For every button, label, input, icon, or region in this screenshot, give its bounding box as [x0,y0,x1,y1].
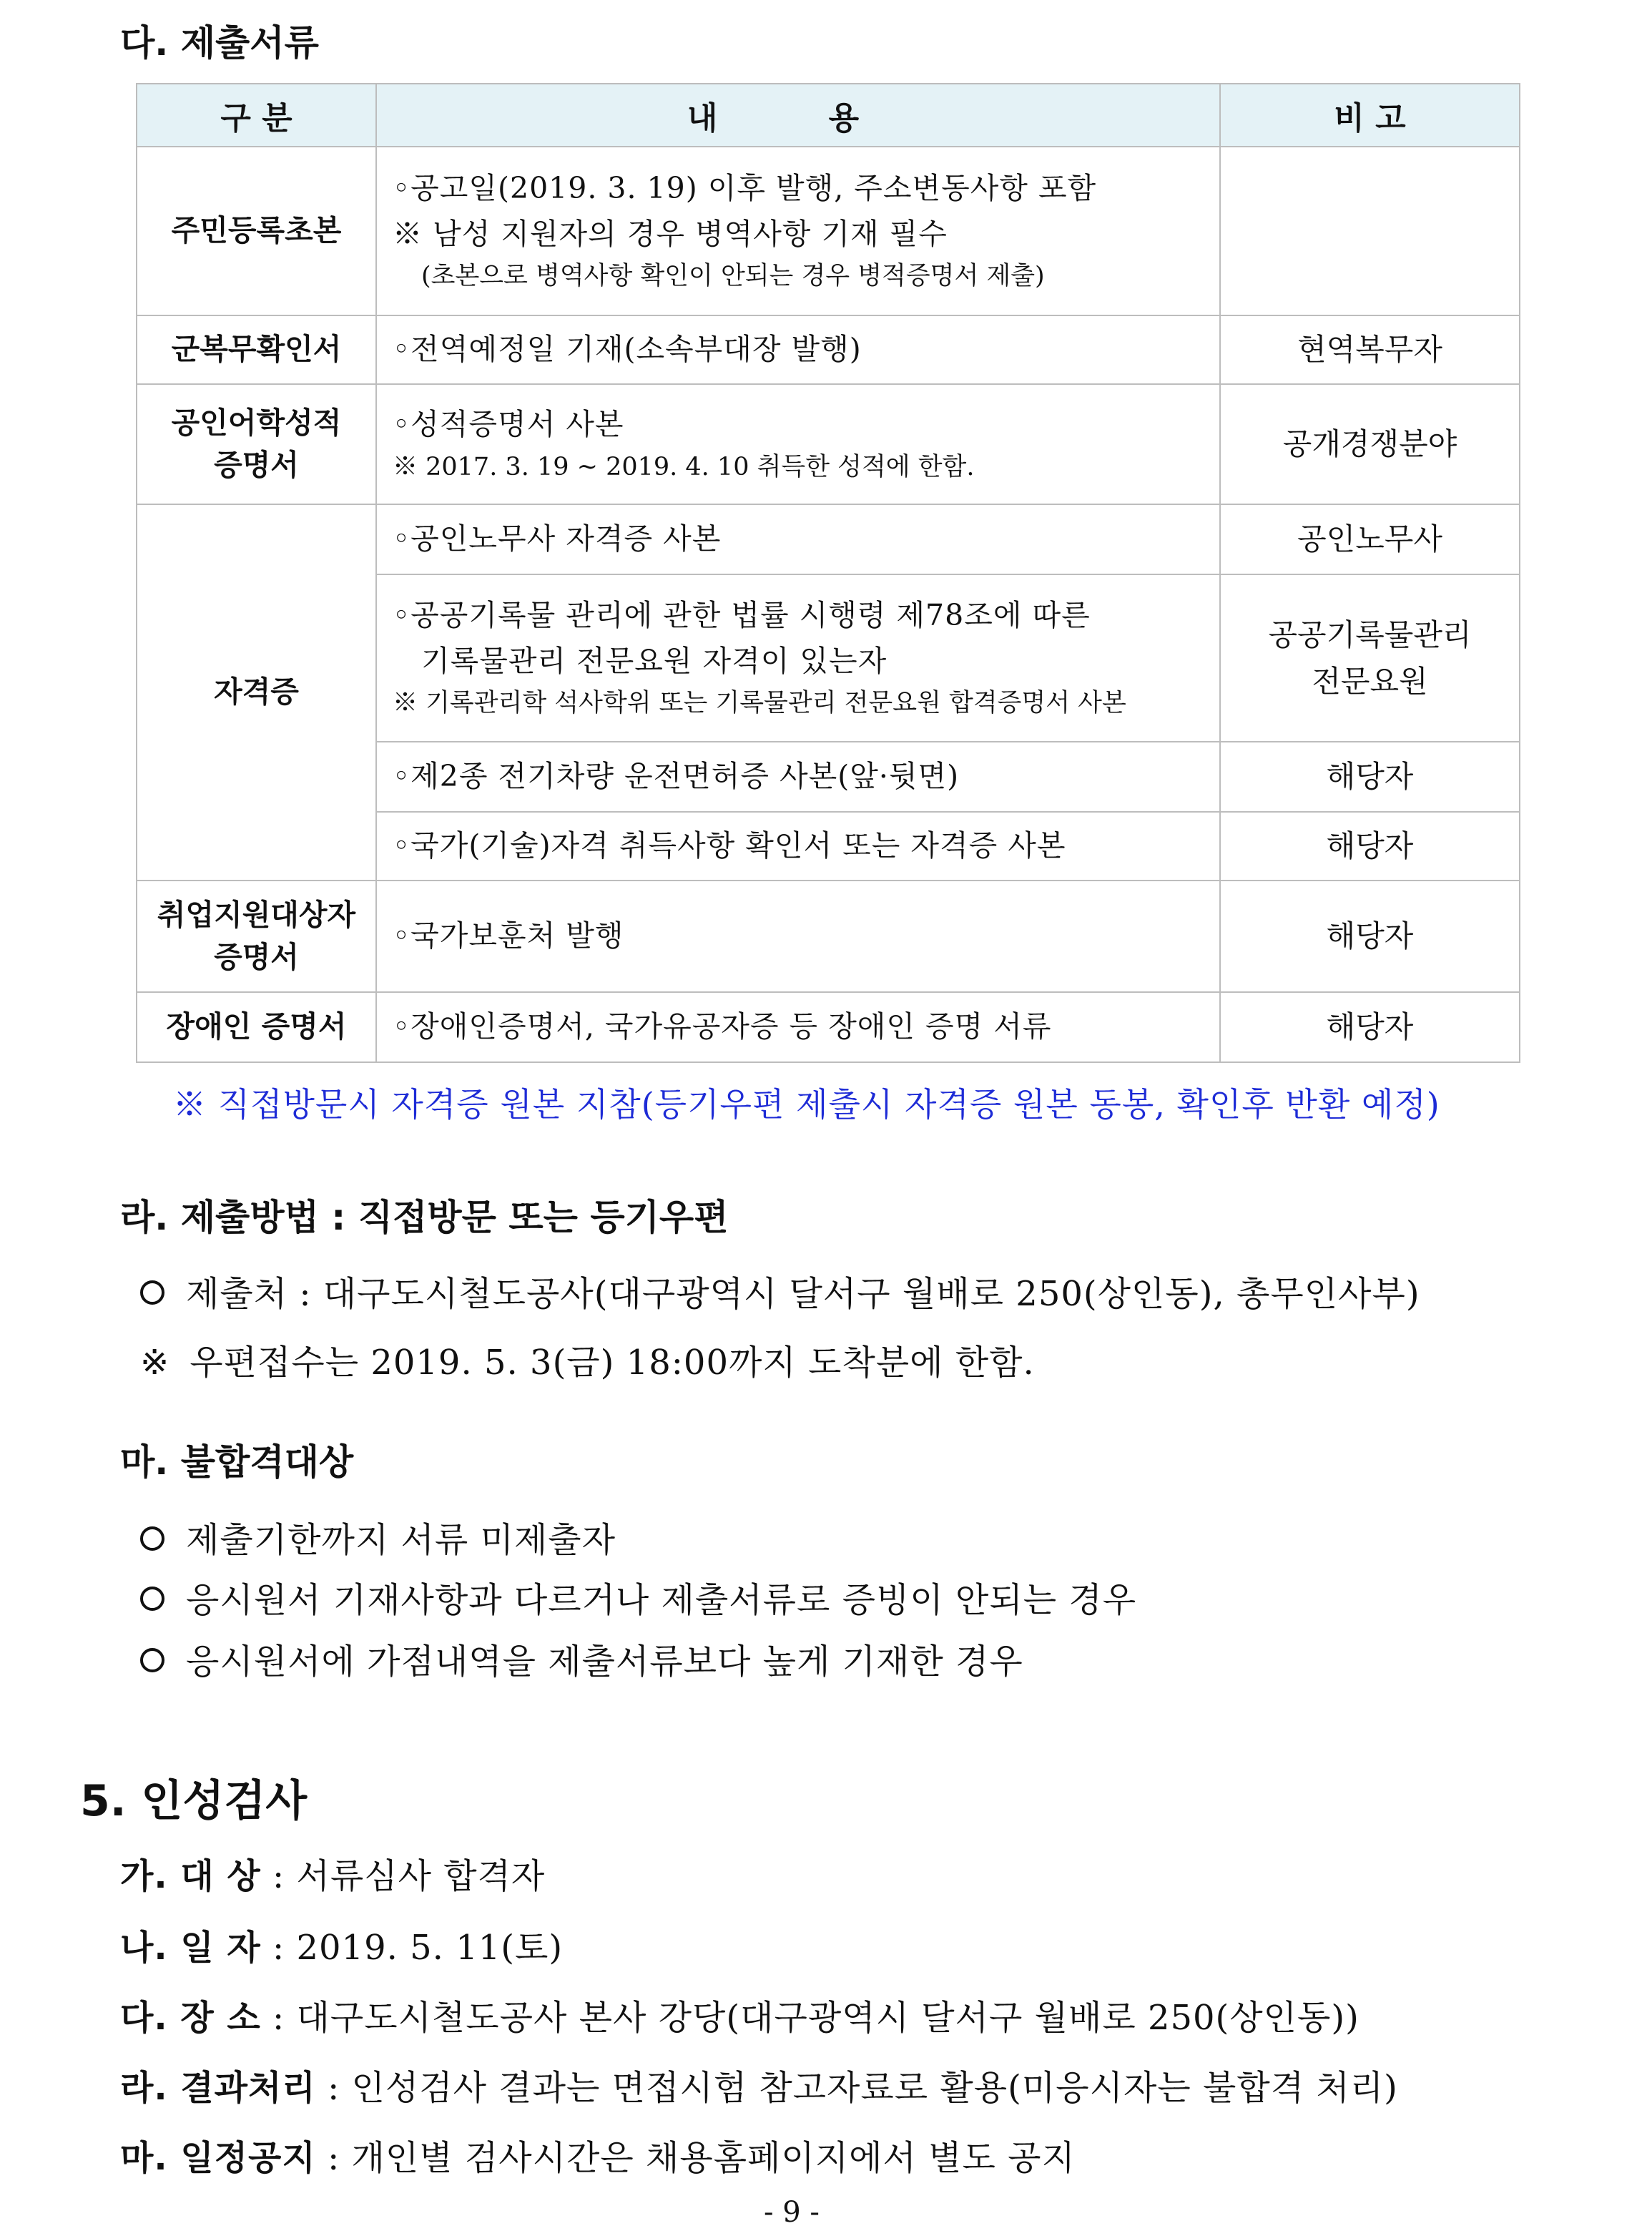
content-cell [376,574,1220,742]
content-cell [376,384,1220,504]
test-item-value: : 서류심사 합격자 [272,1856,546,1896]
test-item-label: 가. 대 상 [120,1856,261,1896]
category-cell [137,384,376,504]
content-line: ◦장애인증명서, 국가유공자증 등 장애인 증명 서류 [393,1009,1052,1044]
content-cell [376,147,1220,315]
circle-bullet-icon [140,1526,164,1551]
test-item-label: 마. 일정공지 [120,2138,316,2178]
table-header-row [137,84,1520,147]
table-row [137,315,1520,384]
mail-deadline-text: 우편접수는 2019. 5. 3(금) 18:00까지 도착분에 한함. [190,1343,1035,1383]
content-cell [376,315,1220,384]
category-line: 증명서 [214,448,299,482]
test-item-label: 나. 일 자 [120,1928,261,1968]
note-cell [1220,574,1520,742]
test-item-target [120,1848,545,1898]
note-cell: 공인노무사 [1220,504,1520,574]
list-item-text: 응시원서 기재사항과 다르거나 제출서류로 증빙이 안되는 경우 [186,1580,1137,1620]
header-content: 내 용 [376,84,1220,147]
content-line: ◦국가(기술)자격 취득사항 확인서 또는 자격증 사본 [393,828,1066,863]
header-category: 구 분 [137,84,376,147]
test-item-value: : 대구도시철도공사 본사 강당(대구광역시 달서구 월배로 250(상인동)) [272,1998,1360,2038]
note-line: 전문요원 [1312,664,1428,699]
content-line: ※ 기록관리학 석사학위 또는 기록물관리 전문요원 합격증명서 사본 [393,689,1126,718]
content-cell [376,812,1220,881]
table-row [137,992,1520,1062]
note-cell [1220,147,1520,315]
list-item [140,1512,616,1561]
content-line: ◦전역예정일 기재(소속부대장 발행) [393,332,862,367]
submission-place-line [140,1266,1420,1315]
content-line: ◦공공기록물 관리에 관한 법률 시행령 제78조에 따른 [393,598,1091,633]
page-number: - 9 - [764,2196,820,2229]
list-item [140,1634,1023,1683]
content-line: (초본으로 병역사항 확인이 안되는 경우 병적증명서 제출) [421,262,1045,291]
category-line: 증명서 [214,940,299,974]
submission-place-text: 제출처 : 대구도시철도공사(대구광역시 달서구 월배로 250(상인동), 총무인사부) [186,1274,1420,1314]
content-line: ◦성적증명서 사본 [393,407,624,442]
test-item-label: 다. 장 소 [120,1998,261,2038]
section-title-personality-test: 5. 인성검사 [80,1776,308,1826]
note-line: 공공기록물관리 [1268,617,1472,652]
category-line: 취업지원대상자 [157,897,356,932]
test-item-result [120,2060,1398,2109]
content-cell [376,742,1220,812]
section-title-submission-method: 라. 제출방법 : 직접방문 또는 등기우편 [120,1197,729,1238]
test-item-value: : 개인별 검사시간은 채용홈페이지에서 별도 공지 [328,2138,1076,2178]
documents-table [136,83,1520,1063]
circle-bullet-icon [140,1648,164,1672]
test-item-value: : 2019. 5. 11(토) [272,1928,564,1968]
list-item [140,1572,1136,1622]
mail-deadline-line [140,1335,1035,1384]
test-item-schedule [120,2130,1076,2179]
table-row [137,881,1520,992]
section-title-disqualification: 마. 불합격대상 [120,1441,354,1483]
category-cell [137,881,376,992]
test-item-place [120,1990,1360,2039]
note-cell: 해당자 [1220,992,1520,1062]
circle-bullet-icon [140,1587,164,1611]
content-line: ◦공고일(2019. 3. 19) 이후 발행, 주소변동사항 포함 [393,171,1097,206]
category-cell: 군복무확인서 [137,315,376,384]
original-document-notice: ※ 직접방문시 자격증 원본 지참(등기우편 제출시 자격증 원본 동봉, 확인후 반환 예정) [173,1085,1440,1124]
table-row [137,384,1520,504]
content-line: ※ 남성 지원자의 경우 병역사항 기재 필수 [393,216,948,251]
test-item-date [120,1920,563,1969]
note-cell: 현역복무자 [1220,315,1520,384]
content-cell [376,504,1220,574]
test-item-value: : 인성검사 결과는 면접시험 참고자료로 활용(미응시자는 불합격 처리) [328,2068,1398,2108]
note-cell: 해당자 [1220,812,1520,881]
content-line: 기록물관리 전문요원 자격이 있는자 [421,643,888,678]
category-cell: 자격증 [137,504,376,881]
category-line: 공인어학성적 [171,405,342,440]
note-cell: 공개경쟁분야 [1220,384,1520,504]
note-cell: 해당자 [1220,742,1520,812]
content-line: ◦국가보훈처 발행 [393,918,624,953]
circle-bullet-icon [140,1280,164,1305]
content-cell [376,992,1220,1062]
note-cell: 해당자 [1220,881,1520,992]
list-item-text: 제출기한까지 서류 미제출자 [186,1520,616,1560]
test-item-label: 라. 결과처리 [120,2068,316,2108]
category-cell: 장애인 증명서 [137,992,376,1062]
category-cell: 주민등록초본 [137,147,376,315]
content-line: ◦제2종 전기차량 운전면허증 사본(앞·뒷면) [393,759,960,794]
note-mark-icon: ※ [140,1343,170,1383]
content-cell [376,881,1220,992]
section-title-documents: 다. 제출서류 [120,22,319,64]
header-note: 비 고 [1220,84,1520,147]
content-line: ※ 2017. 3. 19 ~ 2019. 4. 10 취득한 성적에 한함. [393,452,975,481]
table-row [137,504,1520,574]
content-line: ◦공인노무사 자격증 사본 [393,521,722,556]
list-item-text: 응시원서에 가점내역을 제출서류보다 높게 기재한 경우 [186,1642,1023,1682]
table-row [137,147,1520,315]
